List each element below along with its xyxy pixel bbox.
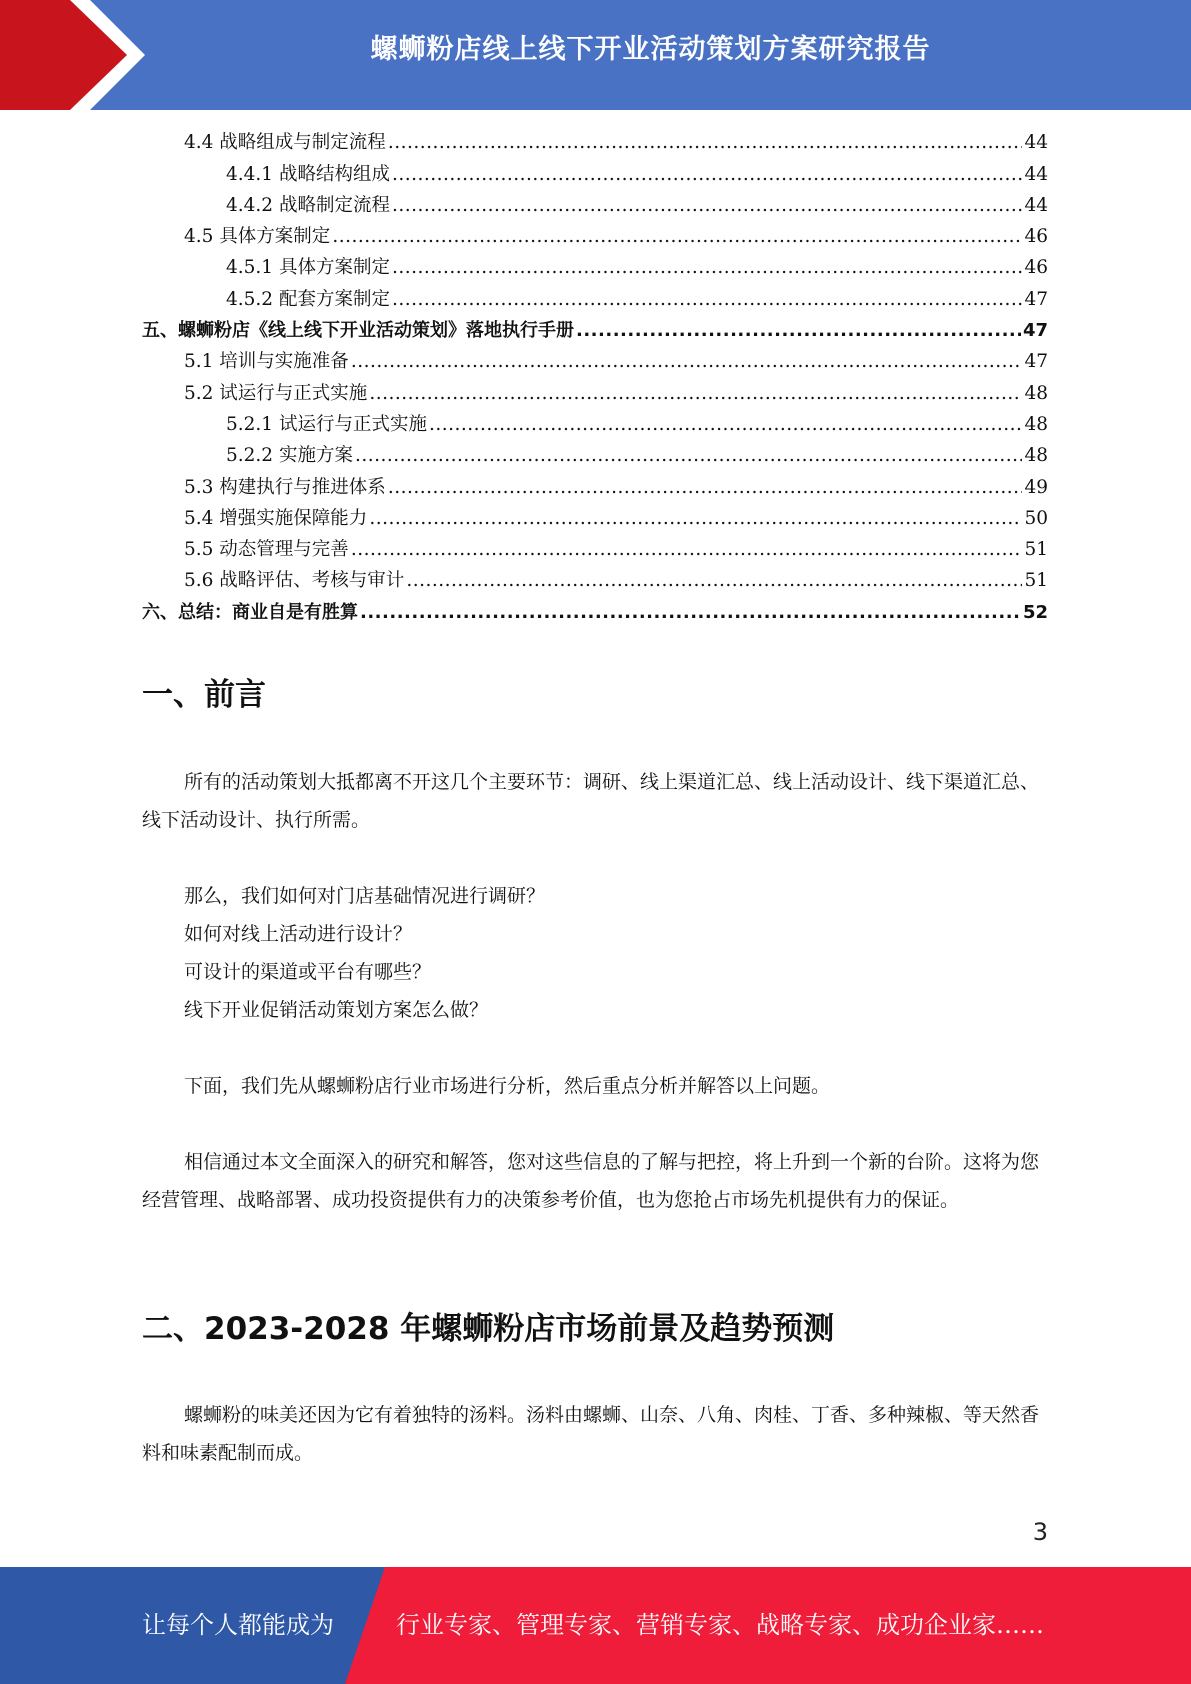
toc-entry-label: 5.3 构建执行与推进体系 xyxy=(184,476,386,498)
toc-leader-dots xyxy=(392,159,1022,190)
page-footer xyxy=(0,1567,1191,1684)
toc-entry-page: 49 xyxy=(1024,476,1048,498)
document-title: 螺蛳粉店线上线下开业活动策划方案研究报告 xyxy=(370,34,931,65)
question-3: 可设计的渠道或平台有哪些？ xyxy=(184,961,432,983)
toc-entry[interactable] xyxy=(142,283,1048,314)
toc-entry-page: 44 xyxy=(1024,132,1048,154)
toc-entry-label: 4.4 战略组成与制定流程 xyxy=(184,132,386,154)
toc-leader-dots xyxy=(360,597,1021,628)
question-4: 线下开业促销活动策划方案怎么做？ xyxy=(184,999,489,1021)
toc-entry-page: 47 xyxy=(1022,320,1048,342)
toc-leader-dots xyxy=(388,127,1023,158)
question-1: 那么，我们如何对门店基础情况进行调研？ xyxy=(184,885,546,907)
section-heading-preface: 一、前言 xyxy=(142,677,266,713)
table-of-contents xyxy=(142,127,1048,628)
toc-leader-dots xyxy=(369,503,1022,534)
toc-entry[interactable] xyxy=(142,127,1048,158)
toc-entry-page: 48 xyxy=(1024,382,1048,404)
toc-leader-dots xyxy=(351,346,1023,377)
paragraph: 所有的活动策划大抵都离不开这几个主要环节：调研、线上渠道汇总、线上活动设计、线下渠道汇总、线下活动设计、执行所需。 xyxy=(142,771,1040,831)
toc-entry-page: 51 xyxy=(1024,570,1048,592)
toc-entry[interactable] xyxy=(142,503,1048,534)
toc-entry[interactable] xyxy=(142,221,1048,252)
toc-entry[interactable] xyxy=(142,596,1048,627)
toc-entry-page: 48 xyxy=(1024,413,1048,435)
toc-entry-page: 47 xyxy=(1024,351,1048,373)
toc-entry-label: 5.2.2 实施方案 xyxy=(226,445,353,467)
toc-entry-label: 六、总结：商业自是有胜算 xyxy=(142,601,358,623)
toc-entry[interactable] xyxy=(142,346,1048,377)
paragraph: 下面，我们先从螺蛳粉店行业市场进行分析，然后重点分析并解答以上问题。 xyxy=(184,1075,831,1097)
toc-entry-label: 4.4.1 战略结构组成 xyxy=(226,163,390,185)
page-number: 3 xyxy=(1032,1518,1048,1546)
toc-leader-dots xyxy=(369,378,1022,409)
toc-entry[interactable] xyxy=(142,315,1048,346)
toc-leader-dots xyxy=(392,252,1022,283)
toc-entry-page: 50 xyxy=(1024,507,1048,529)
toc-entry-label: 4.4.2 战略制定流程 xyxy=(226,194,390,216)
page-header xyxy=(0,0,1191,110)
toc-entry-label: 5.2.1 试运行与正式实施 xyxy=(226,413,427,435)
section-heading-market-forecast: 二、2023-2028 年螺蛳粉店市场前景及趋势预测 xyxy=(142,1311,835,1347)
toc-entry-label: 4.5.1 具体方案制定 xyxy=(226,257,390,279)
toc-entry-label: 5.6 战略评估、考核与审计 xyxy=(184,570,405,592)
toc-entry[interactable] xyxy=(142,565,1048,596)
toc-entry-page: 47 xyxy=(1024,288,1048,310)
toc-leader-dots xyxy=(392,284,1022,315)
toc-entry-page: 46 xyxy=(1024,226,1048,248)
footer-slogan-left: 让每个人都能成为 xyxy=(142,1611,334,1639)
toc-entry-page: 48 xyxy=(1024,445,1048,467)
toc-entry[interactable] xyxy=(142,377,1048,408)
toc-leader-dots xyxy=(351,534,1023,565)
toc-entry-label: 4.5.2 配套方案制定 xyxy=(226,288,390,310)
toc-leader-dots xyxy=(332,221,1022,252)
toc-entry-page: 51 xyxy=(1024,539,1048,561)
toc-entry-page: 44 xyxy=(1024,163,1048,185)
toc-entry[interactable] xyxy=(142,534,1048,565)
paragraph: 螺蛳粉的味美还因为它有着独特的汤料。汤料由螺蛳、山奈、八角、肉桂、丁香、多种辣椒、等天然香料和味素配制而成。 xyxy=(142,1404,1040,1464)
toc-entry[interactable] xyxy=(142,409,1048,440)
footer-slogan-right: 行业专家、管理专家、营销专家、战略专家、成功企业家…… xyxy=(396,1611,1044,1639)
question-2: 如何对线上活动进行设计？ xyxy=(184,923,413,945)
toc-entry-label: 5.4 增强实施保障能力 xyxy=(184,507,368,529)
toc-entry-page: 52 xyxy=(1022,601,1048,623)
toc-entry-label: 4.5 具体方案制定 xyxy=(184,226,331,248)
toc-entry-page: 46 xyxy=(1024,257,1048,279)
paragraph: 相信通过本文全面深入的研究和解答，您对这些信息的了解与把控，将上升到一个新的台阶。这将为您经营管理、战略部署、成功投资提供有力的决策参考价值，也为您抢占市场先机提供有力的保证。 xyxy=(142,1151,1040,1211)
toc-leader-dots xyxy=(392,190,1022,221)
toc-entry-label: 5.1 培训与实施准备 xyxy=(184,351,349,373)
toc-leader-dots xyxy=(388,472,1023,503)
toc-leader-dots xyxy=(576,315,1021,346)
toc-leader-dots xyxy=(355,440,1023,471)
toc-entry-page: 44 xyxy=(1024,194,1048,216)
toc-entry-label: 5.2 试运行与正式实施 xyxy=(184,382,368,404)
toc-entry-label: 五、螺蛳粉店《线上线下开业活动策划》落地执行手册 xyxy=(142,320,574,342)
toc-entry-label: 5.5 动态管理与完善 xyxy=(184,539,349,561)
toc-entry[interactable] xyxy=(142,158,1048,189)
toc-entry[interactable] xyxy=(142,440,1048,471)
toc-entry[interactable] xyxy=(142,190,1048,221)
toc-leader-dots xyxy=(429,409,1022,440)
toc-leader-dots xyxy=(406,565,1022,596)
toc-entry[interactable] xyxy=(142,471,1048,502)
toc-entry[interactable] xyxy=(142,252,1048,283)
